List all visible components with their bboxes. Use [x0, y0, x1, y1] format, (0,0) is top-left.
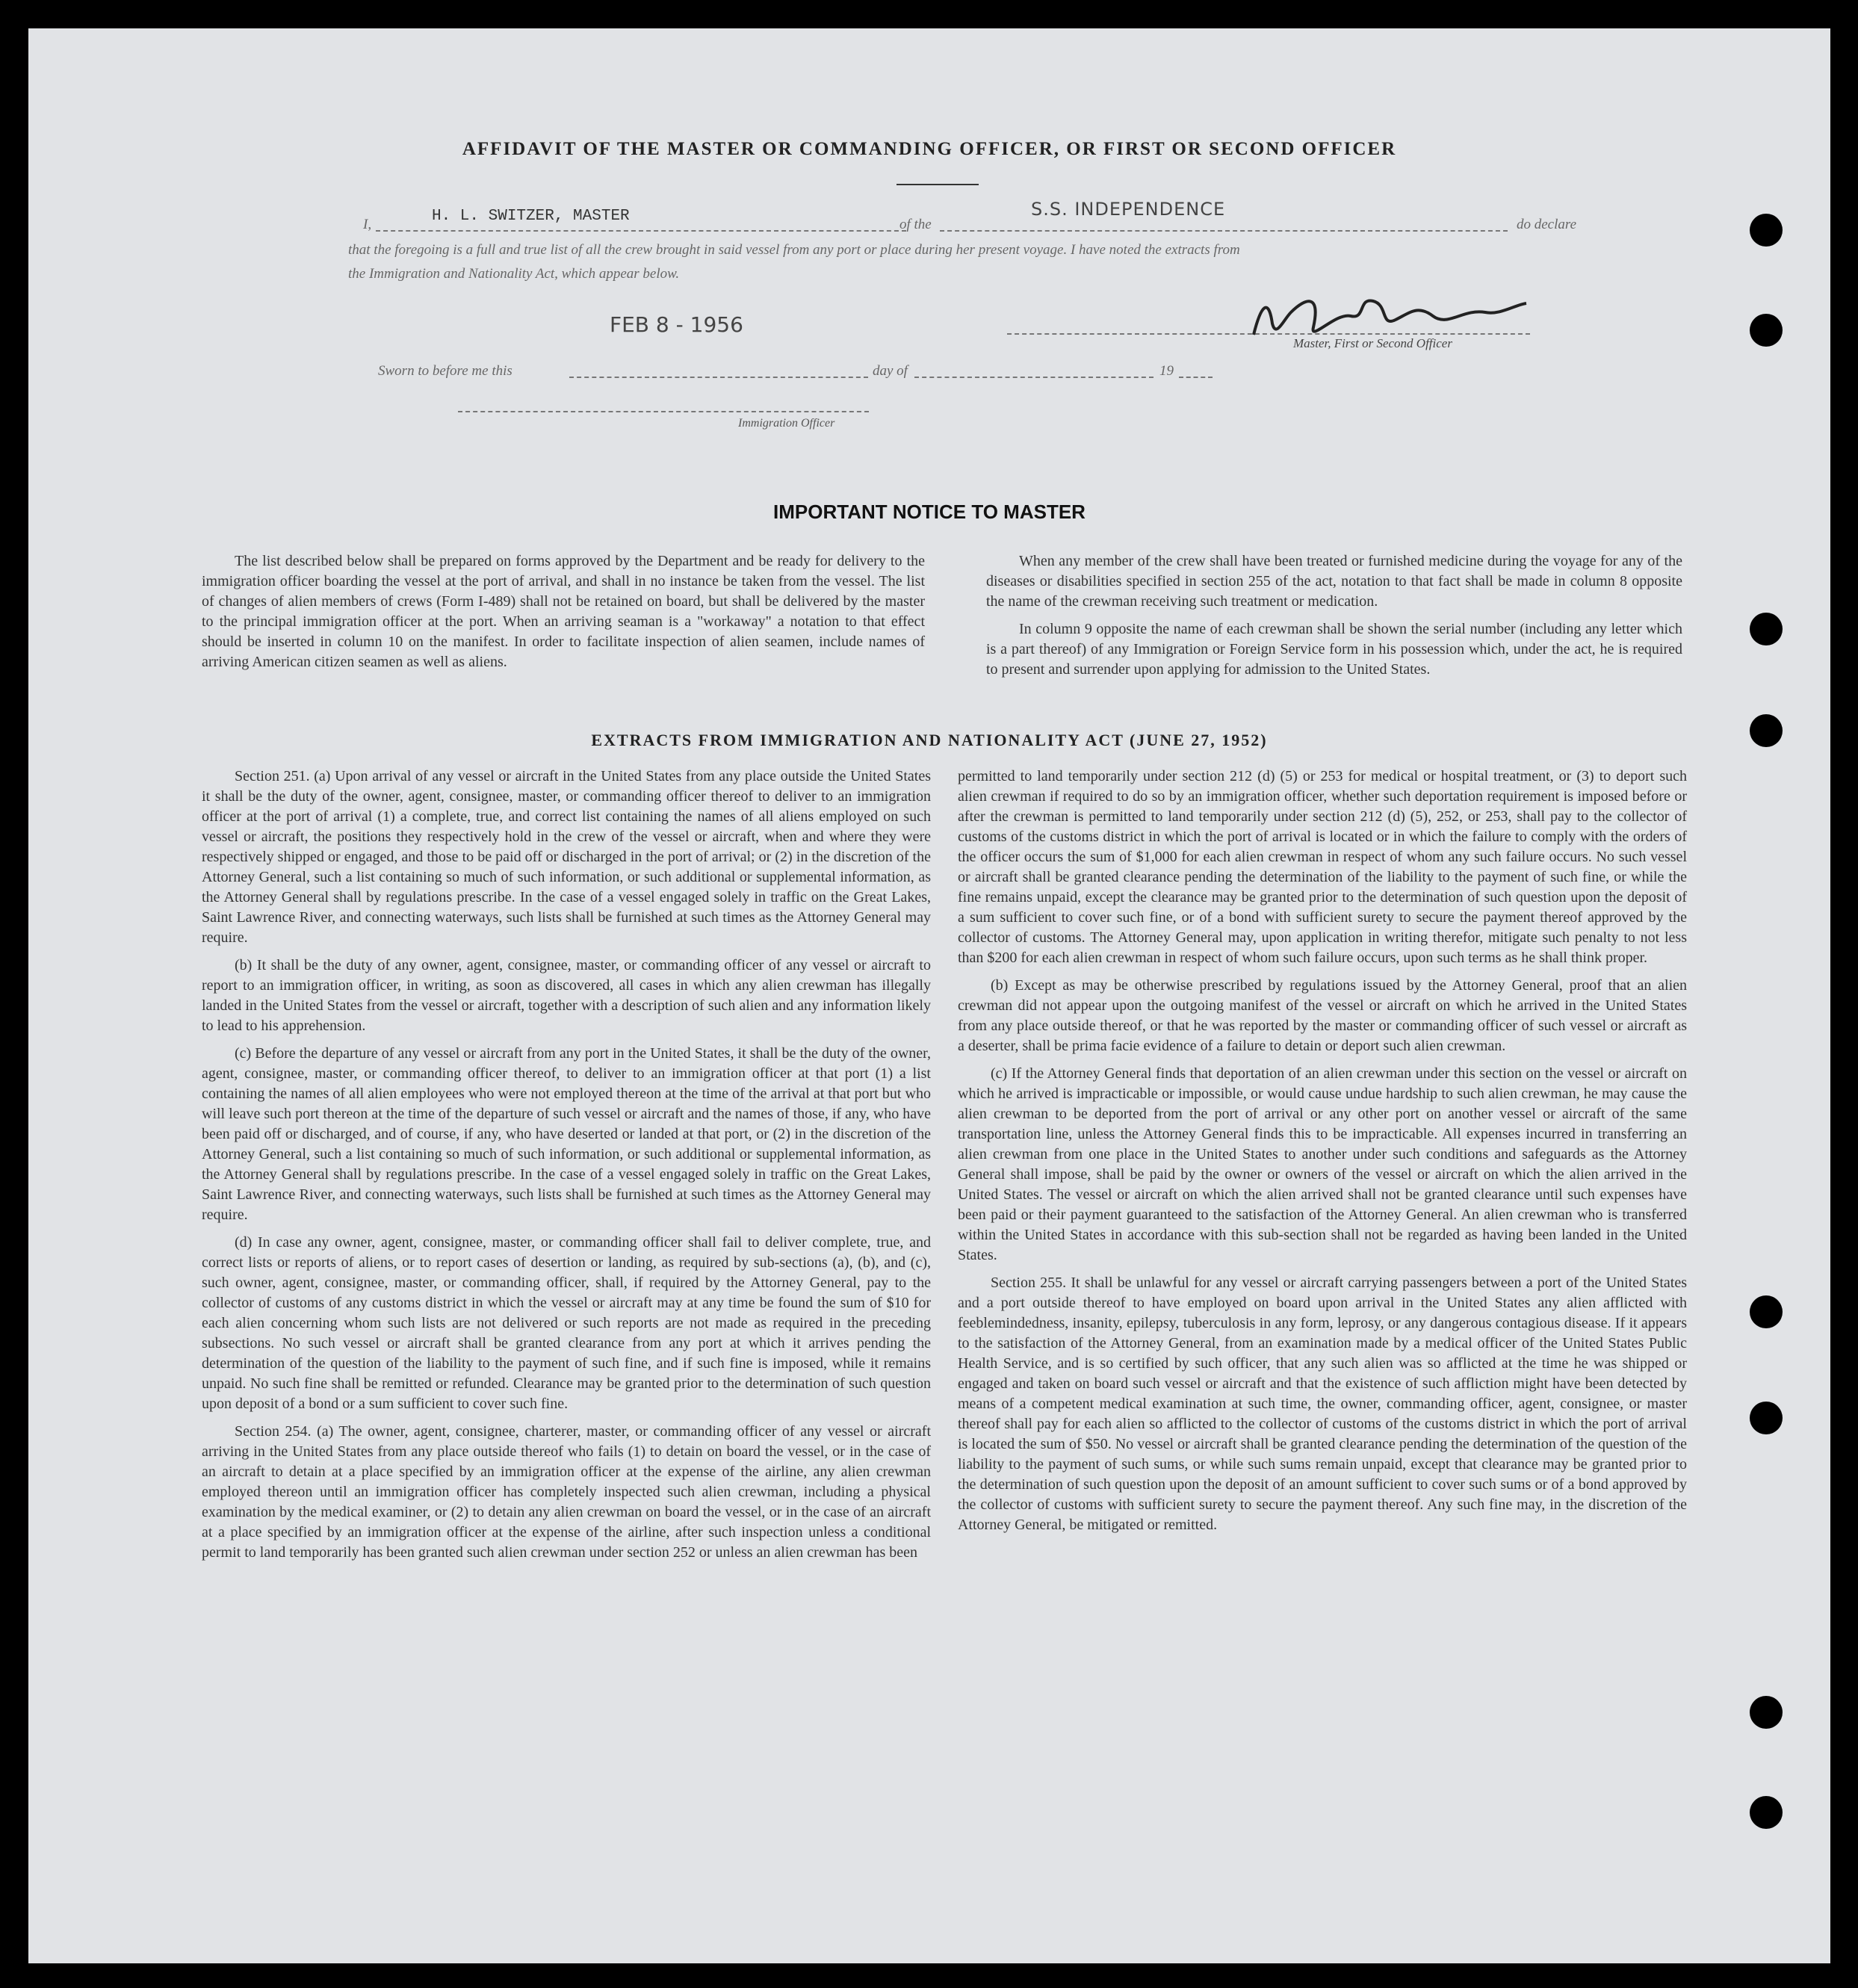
punch-hole — [1750, 1295, 1783, 1328]
do-declare-label: do declare — [1517, 217, 1577, 232]
section-254c: (c) If the Attorney General finds that deportation of an alien crewman under this section on the vessel or aircraft on which he arrived is impracticable or impossible, or would cause undue hardship to such alien crewman, he may cause the alien crewman to be deported from the port of arrival or any other port on another vessel or aircraft of the same transportation line, unless the Attorney General finds this to be impracticable. All expenses incurred in transferring an alien crewman from one place in the United States to another under such conditions and safeguards as the Attorney General shall impose, shall be paid by the owner or owners of the vessel or aircraft on which the alien arrived in the United States. The vessel or aircraft on which the alien arrived shall not be granted clearance until such expenses have been paid or their payment guaranteed to the satisfaction of the Attorney General. An alien crewman who is transferred within the United States in accordance with this sub-section shall not be regarded as having been landed in the United States. — [958, 1065, 1687, 1263]
notice-left-text: The list described below shall be prepared on forms approved by the Department and be ready for delivery to the immigration officer boarding the vessel at the port of arrival, and shall in no instance be taken from the vessel. The list of changes of alien members of crews (Form I-489) shall not be retained on board, but shall be delivered by the master to the principal immigration officer at the port. When an arriving seaman is a "workaway" a notation to that effect should be inserted in column 10 on the manifest. In order to facilitate inspection of alien seamen, include names of arriving American citizen seamen as well as aliens. — [202, 553, 925, 670]
master-name-line — [376, 230, 906, 232]
section-254a-continued: permitted to land temporarily under section 212 (d) (5) or 253 for medical or hospital treatment, or (3) to deport such alien crewman if required to do so by an immigration officer, whether such deportation requirement is imposed before or after the crewman is permitted to land temporarily under section 212 (d) (5), 252, or 253, shall pay to the collector of customs of the customs district in which the port of arrival is located or in which the failure to comply with the orders of the officer occurs the sum of $1,000 for each alien crewman in respect of whom any such failure occurs. No such vessel or aircraft shall be granted clearance pending the determination of the liability to the payment of such fine, or while the fine remains unpaid, except the clearance may be granted prior to the determination of such question upon the deposit of a sum sufficient to cover such fine, or of a bond with sufficient surety to secure the payment thereof approved by the collector of customs. The Attorney General may, upon application in writing therefor, mitigate such penalty to not less than $200 for each alien crewman in respect of whom such failure occurs, upon such terms as he shall think proper. — [958, 768, 1687, 966]
officer-signature-line — [458, 411, 869, 412]
punch-hole — [1750, 1402, 1783, 1434]
i-label: I, — [363, 217, 372, 232]
punch-hole — [1750, 214, 1783, 247]
title-rule — [897, 184, 979, 185]
section-251c: (c) Before the departure of any vessel or aircraft from any port in the United States, it shall be the duty of the owner, agent, consignee, master, or commanding officer thereof, to deliver to an immigration officer at that port (1) a list containing the names of all alien employees who were not employed thereon at the time of the arrival at that port but who will leave such port thereon at the time of the departure of such vessel or aircraft and the names of those, if any, who have been paid off or discharged, and of course, if any, who have deserted or landed at that port, or (2) in the discretion of the Attorney General, such a list containing so much of such information, or such additional or supplemental information, as the Attorney General shall by regulations prescribe. In the case of a vessel engaged solely in traffic on the Great Lakes, Saint Lawrence River, and connecting waterways, such lists shall be furnished at such times as the Attorney General may require. — [202, 1045, 931, 1223]
punch-hole — [1750, 613, 1783, 645]
section-255: Section 255. It shall be unlawful for any vessel or aircraft carrying passengers between a port of the United States and a port outside thereof to have employed on board upon arrival in the United States any alien afflicted with feeblemindedness, insanity, epilepsy, tuberculosis in any form, leprosy, or any dangerous contagious disease. If it appears to the satisfaction of the Attorney General, from an examination made by a medical officer of the United States Public Health Service, and is so certified by such officer, that any such alien was so afflicted at the time he was shipped or engaged and taken on board such vessel or aircraft and that the existence of such affliction might have been detected by means of a competent medical examination at such time, the owner, commanding officer, agent, consignee, or master thereof shall pay for each alien so afflicted to the collector of customs of the customs district in which the port of arrival is located the sum of $50. No vessel or aircraft shall be granted clearance pending the determination of the question of the liability to the payment of such sums, or while such sums remain unpaid, except that clearance may be granted prior to the determination of such question upon the deposit of an amount sufficient to cover such sums or of a bond approved by the collector of customs with sufficient surety to secure the payment thereof. Any such fine may, in the discretion of the Attorney General, be mitigated or remitted. — [958, 1275, 1687, 1533]
section-254b: (b) Except as may be otherwise prescribed by regulations issued by the Attorney General, proof that an alien crewman did not appear upon the outgoing manifest of the vessel or aircraft on which he arrived in the United States from any place outside thereof, or that he was reported by the master or commanding officer of such vessel or aircraft as a deserter, shall be prima facie evidence of a failure to detain or deport such alien crewman. — [958, 977, 1687, 1054]
of-the-label: of the — [899, 217, 932, 232]
punch-hole — [1750, 314, 1783, 347]
punch-hole — [1750, 714, 1783, 747]
date-stamp: FEB 8 - 1956 — [610, 312, 743, 337]
notice-right-column — [986, 551, 1682, 687]
vessel-name-line — [940, 230, 1508, 232]
section-251b: (b) It shall be the duty of any owner, agent, consignee, master, or commanding officer of any vessel or aircraft to report to an immigration officer, in writing, as soon as discovered, all cases in which any alien crewman has illegally landed in the United States from the vessel or aircraft, together with a description of such alien and any information likely to lead to his apprehension. — [202, 957, 931, 1034]
notice-left-column — [202, 551, 925, 680]
section-254a: Section 254. (a) The owner, agent, consignee, charterer, master, or commanding officer of any vessel or aircraft arriving in the United States from any place outside thereof who fails (1) to detain on board the vessel, or in the case of an aircraft to detain at a place specified by an immigration officer at the expense of the airline, any alien crewman employed thereon until an immigration officer has completely inspected such alien crewman, including a physical examination by the medical examiner, or (2) to detain any alien crewman on board the vessel, or in the case of an aircraft at a place specified by an immigration officer at the expense of the airline, after such inspection unless a conditional permit to land temporarily has been granted such alien crewman under section 252 or unless an alien crewman has been — [202, 1423, 931, 1561]
officer-caption: Immigration Officer — [738, 417, 835, 430]
declaration-line-1: that the foregoing is a full and true list of all the crew brought in said vessel from any port or place during her present voyage. I have noted the extracts from — [348, 242, 1240, 258]
notice-right-text-2: In column 9 opposite the name of each crewman shall be shown the serial number (including any letter which is a part thereof) of any Immigration or Foreign Service form in his possession which, under the act, he is required to present and surrender upon applying for admission to the United States. — [986, 621, 1682, 678]
sworn-day-line — [569, 377, 868, 378]
signature-caption: Master, First or Second Officer — [1293, 336, 1452, 350]
document-page — [28, 28, 1830, 1963]
declaration-line-2: the Immigration and Nationality Act, which appear below. — [348, 266, 680, 282]
punch-hole — [1750, 1696, 1783, 1729]
extracts-left-column — [202, 767, 931, 1570]
extracts-title: EXTRACTS FROM IMMIGRATION AND NATIONALITY ACT (JUNE 27, 1952) — [591, 731, 1268, 749]
sworn-label: Sworn to before me this — [378, 363, 513, 379]
notice-title: IMPORTANT NOTICE TO MASTER — [773, 501, 1086, 523]
master-name-field: H. L. SWITZER, MASTER — [432, 208, 630, 225]
notice-right-text-1: When any member of the crew shall have been treated or furnished medicine during the voyage for any of the diseases or disabilities specified in section 255 of the act, notation to that fact shall be made in column 8 opposite the name of the crewman receiving such treatment or medication. — [986, 553, 1682, 610]
sworn-year-line — [1179, 377, 1213, 378]
punch-hole — [1750, 1796, 1783, 1829]
year-label: 19 — [1159, 363, 1174, 379]
section-251a: Section 251. (a) Upon arrival of any vessel or aircraft in the United States from any place outside the United States it shall be the duty of the owner, agent, consignee, master, or commanding officer thereof to deliver to an immigration officer at the port of arrival (1) a complete, true, and correct list containing the names of all aliens employed on such vessel or aircraft, the positions they respectively hold in the crew of the vessel or aircraft, when and where they were respectively shipped or engaged, and those to be paid off or discharged in the port of arrival; or (2) in the discretion of the Attorney General, such a list containing so much of such information, or such additional or supplemental information, as the Attorney General shall by regulations prescribe. In the case of a vessel engaged solely in traffic on the Great Lakes, Saint Lawrence River, and connecting waterways, such lists shall be furnished at such times as the Attorney General may require. — [202, 768, 931, 946]
vessel-name-field: S.S. INDEPENDENCE — [1031, 199, 1226, 220]
affidavit-title: AFFIDAVIT OF THE MASTER OR COMMANDING OFFICER, OR FIRST OR SECOND OFFICER — [462, 139, 1397, 159]
section-251d: (d) In case any owner, agent, consignee, master, or commanding officer shall fail to deliver complete, true, and correct lists or reports of aliens, or to report cases of desertion or landing, as required by sub-sections (a), (b), and (c), such owner, agent, consignee, master, or commanding officer, shall, if required by the Attorney General, pay to the collector of customs of any customs district in which the vessel or aircraft may at any time be found the sum of $10 for each alien concerning whom such lists are not delivered or such reports are not made as required in the preceding subsections. No such vessel or aircraft shall be granted clearance from any port at which it arrives pending the determination of the question of the liability to the payment of such fine, and if such fine is imposed, while it remains unpaid. No such fine shall be remitted or refunded. Clearance may be granted prior to the determination of such question upon deposit of a bond or a sum sufficient to cover such fine. — [202, 1234, 931, 1412]
sworn-month-line — [914, 377, 1153, 378]
day-of-label: day of — [873, 363, 908, 379]
extracts-right-column — [958, 767, 1687, 1543]
